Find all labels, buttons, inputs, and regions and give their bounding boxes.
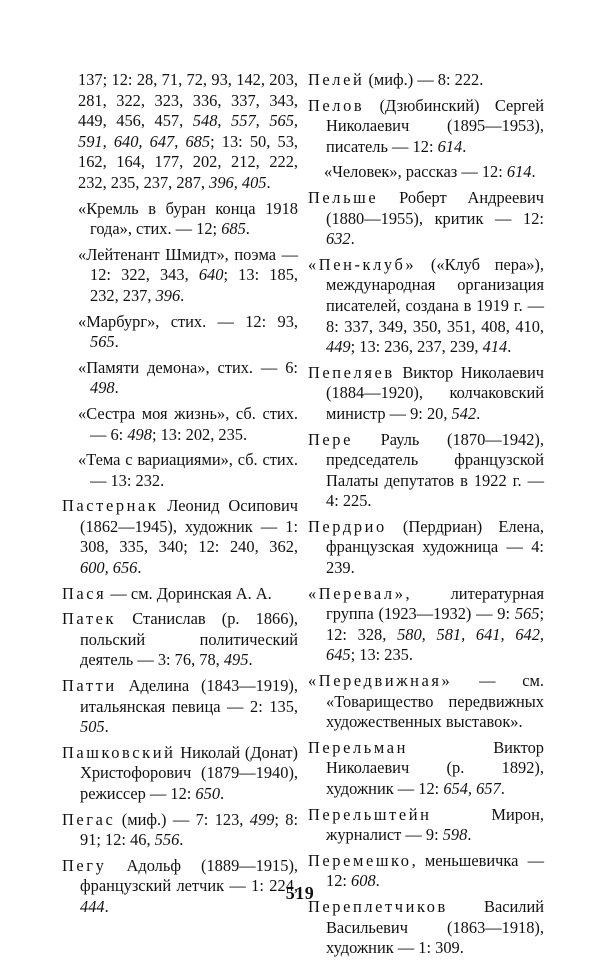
entry-name: Перельштейн [308, 804, 432, 824]
entry-name: Пегас [62, 809, 116, 829]
entry-name: Пердрио [308, 516, 387, 536]
entry-name: Пастернак [62, 496, 159, 516]
list-item: Патек Станислав (р. 1866), польский политический деятель — 3: 76, 78, 495. [62, 609, 298, 670]
list-item: Пегас (миф.) — 7: 123, 499; 8: 91; 12: 46, 556. [62, 809, 298, 850]
list-item: «Перевал», литературная группа (1923—1932) — 9: 565; 12: 328, 580, 581, 641, 642, 645; 13: 235. [308, 583, 545, 665]
entry-name: Пегу [62, 855, 107, 875]
entry-name: Пепеляев [308, 362, 395, 382]
entry-name: «Пен-клуб» [308, 254, 417, 274]
list-item: «Марбург», стих. — 12: 93, 565. [78, 311, 298, 352]
right-column [308, 70, 544, 964]
list-item: 137; 12: 28, 71, 72, 93, 142, 203, 281, 322, 323, 336, 337, 343, 449, 456, 457, 548, 557, 565, 591, 640, 647, 685; 13: 50, 53, 162, 164, 177, 202, 212, 222, 232, 235, 237, 287, 396, 405. [78, 70, 299, 192]
list-item: Патти Аделина (1843—1919), итальянская певица — 2: 135, 505. [62, 676, 298, 737]
entry-name: «Перевал» [308, 583, 406, 603]
list-item: «Лейтенант Шмидт», поэма — 12: 322, 343, 640; 13: 185, 232, 237, 396. [78, 244, 298, 305]
entry-name: «Передвижная» [308, 671, 453, 691]
list-item: Пелов (Дзюбинский) Сергей Николаевич (1895—1953), писатель — 12: 614. [308, 95, 544, 156]
list-item: Пепеляев Виктор Николаевич (1884—1920), колчаковский министр — 9: 20, 542. [308, 362, 544, 423]
list-item: Перемешко, меньшевичка — 12: 608. [308, 850, 544, 891]
entry-name: Пелов [308, 95, 365, 115]
list-item: «Пен-клуб» («Клуб пера»), международная организация писателей, создана в 1919 г. — 8: 337, 349, 350, 351, 408, 410, 449; 13: 236, 237, 239, 414. [308, 254, 544, 357]
entry-name: Пашковский [62, 742, 176, 762]
page-number: 519 [285, 883, 315, 903]
entry-name: Пелей [308, 70, 365, 89]
entry-name: Патек [62, 609, 117, 629]
list-item: «Человек», рассказ — 12: 614. [324, 162, 536, 182]
list-item: Перельман Виктор Николаевич (р. 1892), художник — 12: 654, 657. [308, 737, 544, 798]
list-item: Переплетчиков Василий Васильевич (1863—1918), художник — 1: 309. [308, 896, 544, 958]
left-column [62, 70, 298, 923]
list-item: Пася — см. Доринская А. А. [62, 583, 272, 603]
list-item: Перельштейн Мирон, журналист — 9: 598. [308, 804, 544, 845]
list-item: Пастернак Леонид Осипович (1862—1945), художник — 1: 308, 335, 340; 12: 240, 362, 600, 656. [62, 496, 298, 578]
list-item: «Сестра моя жизнь», сб. стих. — 6: 498; 13: 202, 235. [78, 403, 298, 444]
list-item: «Кремль в буран конца 1918 года», стих. — 12; 685. [78, 198, 298, 239]
list-item: «Памяти демона», стих. — 6: 498. [78, 357, 298, 398]
list-item: Пелей (миф.) — 8: 222. [308, 70, 484, 89]
entry-name: Пельше [308, 187, 379, 207]
list-item: «Передвижная» — см. «Товарищество передвижных художественных выставок». [308, 671, 544, 732]
entry-name: Пася [62, 583, 107, 603]
list-item: Пегу Адольф (1889—1915), французский летчик — 1: 224, 444. [62, 855, 298, 916]
list-item: Пердрио (Пердриан) Елена, французская художница — 4: 239. [308, 516, 544, 578]
entry-name: Пере [308, 429, 353, 449]
list-item: Пельше Роберт Андреевич (1880—1955), критик — 12: 632. [308, 187, 544, 249]
entry-name: Переплетчиков [308, 896, 448, 916]
entry-name: Перельман [308, 737, 408, 757]
entry-name: Патти [62, 676, 117, 696]
list-item: «Тема с вариациями», сб. стих. — 13: 232. [78, 450, 298, 490]
list-item: Пере Рауль (1870—1942), председатель французской Палаты депутатов в 1922 г. — 4: 225. [308, 429, 544, 511]
list-item: Пашковский Николай (Донат) Христофорович (1879—1940), режиссер — 12: 650. [62, 742, 298, 803]
entry-name: Перемешко [308, 850, 412, 870]
